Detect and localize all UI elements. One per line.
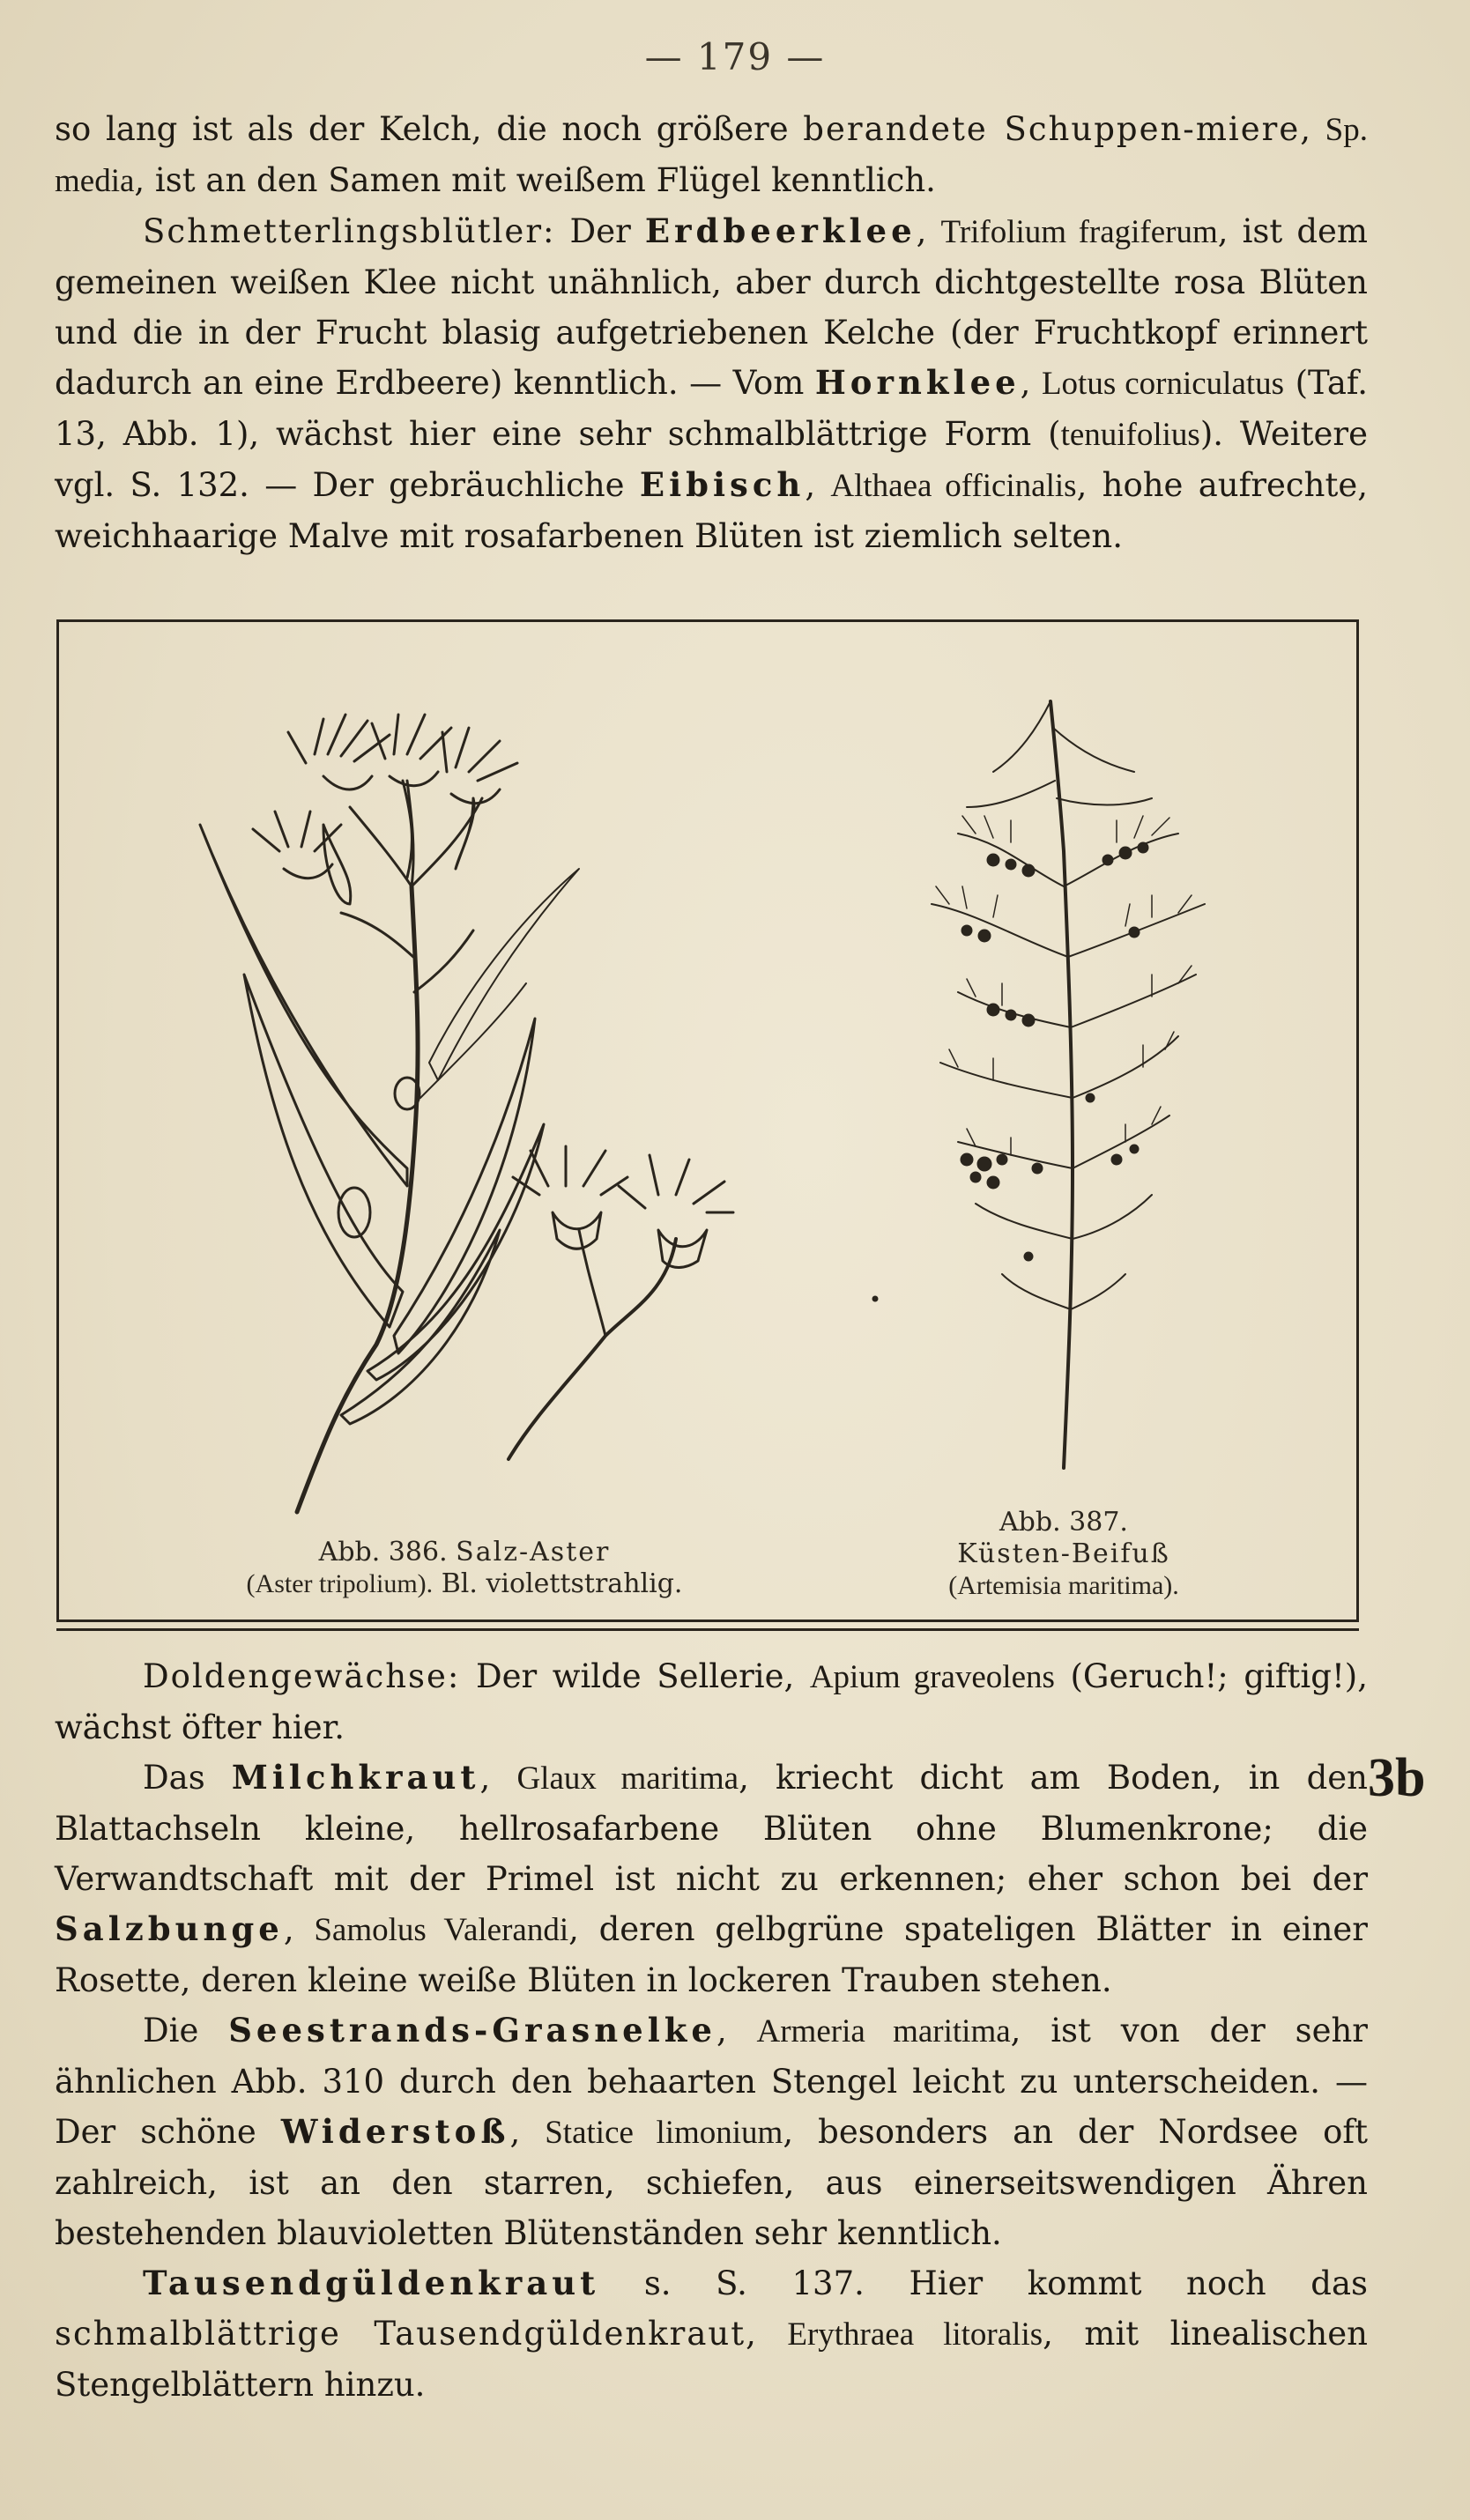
latin-name: tenuifolius [1060,417,1200,453]
species-name: Seestrands-Grasnelke [228,2011,716,2049]
latin-name: Trifolium fragiferum [940,214,1218,250]
species-name: schmalblättrige Tausendgüldenkraut [55,2315,746,2353]
latin-name: Lotus corniculatus [1041,366,1285,402]
figure-title: Küsten-Beifuß [957,1538,1170,1569]
caption-fig-387 [870,1507,1258,1602]
family-heading: Schmetterlingsblütler: [143,212,556,250]
artemisia-maritima-illustration [932,701,1205,1468]
species-name: berandete Schuppen-miere [803,110,1301,148]
paragraph-doldengewaechse: Doldengewächse: Der wilde Sellerie, Apium graveolens (Geruch!; giftig!), wächst öfter hier. [55,1657,1369,1746]
paragraph-schmetterlingsbluetler: Schmetterlingsblütler: Der Erdbeerklee, Trifolium fragiferum, ist dem gemeinen weißen Klee nicht unähnlich, aber durch dichtgestellte rosa Blüten und die in der Frucht blasig aufgetriebenen Kelche (der Fruchtkopf erinnert dadurch an eine Erdbeere) kenntlich. — Vom Hornklee, Lotus corniculatus (Taf. 13, Abb. 1), wächst hier eine sehr schmalblättrige Form (tenuifolius). Weitere vgl. S. 132. — Der gebräuchliche Eibisch, Althaea officinalis, hohe aufrechte, weichhaarige Malve mit rosafarbenen Blüten ist ziemlich selten. [55,211,1369,555]
latin-name: Erythraea litoralis [787,2316,1043,2353]
page-number: — 179 — [644,35,826,78]
species-name: Erdbeerklee [644,211,917,250]
species-name: Salzbunge [55,1909,284,1948]
latin-name: Sp. media [55,112,1368,199]
plate-dot [872,1296,878,1301]
aster-flower-detail [509,1146,733,1459]
paragraph-grasnelke: Die Seestrands-Grasnelke, Armeria maritima, ist von der sehr ähnlichen Abb. 310 durch den behaarten Stengel leicht zu unterscheiden. — Der schöne Widerstoß, Statice limonium, besonders an der Nordsee oft zahlreich, ist an den starren, schiefen, aus einerseitswendigen Ähren bestehenden blauvioletten Blütenständen sehr kenntlich. [55,2011,1368,2252]
species-name: Milchkraut [231,1758,480,1797]
latin-name: Apium graveolens [809,1659,1055,1695]
species-name: Eibisch [639,465,806,504]
bottom-text-block [55,1651,1368,2410]
figure-latin-name: (Aster tripolium). [246,1569,434,1598]
plate-bottom-rule [56,1628,1359,1631]
paragraph-milchkraut: Das Milchkraut, Glaux maritima, kriecht dicht am Boden, in den Blattachseln kleine, hellrosafarbene Blüten ohne Blumenkrone; die Verwandtschaft mit der Primel ist nicht zu erkennen; eher schon bei der Salzbunge, Samolus Valerandi, deren gelbgrüne spateligen Blätter in einer Rosette, deren kleine weiße Blüten in lockeren Trauben stehen. [55,1758,1368,1999]
figure-label: Abb. 386. [318,1537,448,1568]
figure-latin-name: (Artemisia maritima). [948,1571,1179,1600]
species-name: Hornklee [814,363,1021,402]
figure-title: Salz-Aster [456,1537,611,1568]
latin-name: Glaux maritima [516,1760,739,1797]
family-heading: Doldengewächse: [143,1657,461,1695]
plate-illustrations [59,622,1356,1619]
species-name: Tausendgüldenkraut [143,2264,600,2302]
paragraph-tausendgueldenkraut: Tausendgüldenkraut s. S. 137. Hier kommt noch das schmalblättrige Tausendgüldenkraut, Erythraea litoralis, mit linealischen Stengelblättern hinzu. [55,2264,1368,2404]
species-name: Widerstoß [280,2112,510,2151]
illustration-plate [56,619,1359,1622]
paragraph-schuppenmiere: so lang ist als der Kelch, die noch größere berandete Schuppen-miere, Sp. media, ist an den Samen mit weißem Flügel kenntlich. [55,110,1368,199]
top-text-block [55,104,1368,561]
latin-name: Samolus Valerandi [314,1912,569,1948]
caption-fig-386 [147,1537,782,1600]
aster-tripolium-illustration [200,715,579,1512]
figure-label: Abb. 387. [999,1507,1128,1538]
latin-name: Althaea officinalis [830,468,1077,504]
figure-note: Bl. violettstrahlig. [441,1568,683,1599]
margin-mark: 3b [1368,1748,1426,1808]
latin-name: Statice limonium [545,2115,783,2151]
latin-name: Armeria maritima [756,2013,1011,2049]
